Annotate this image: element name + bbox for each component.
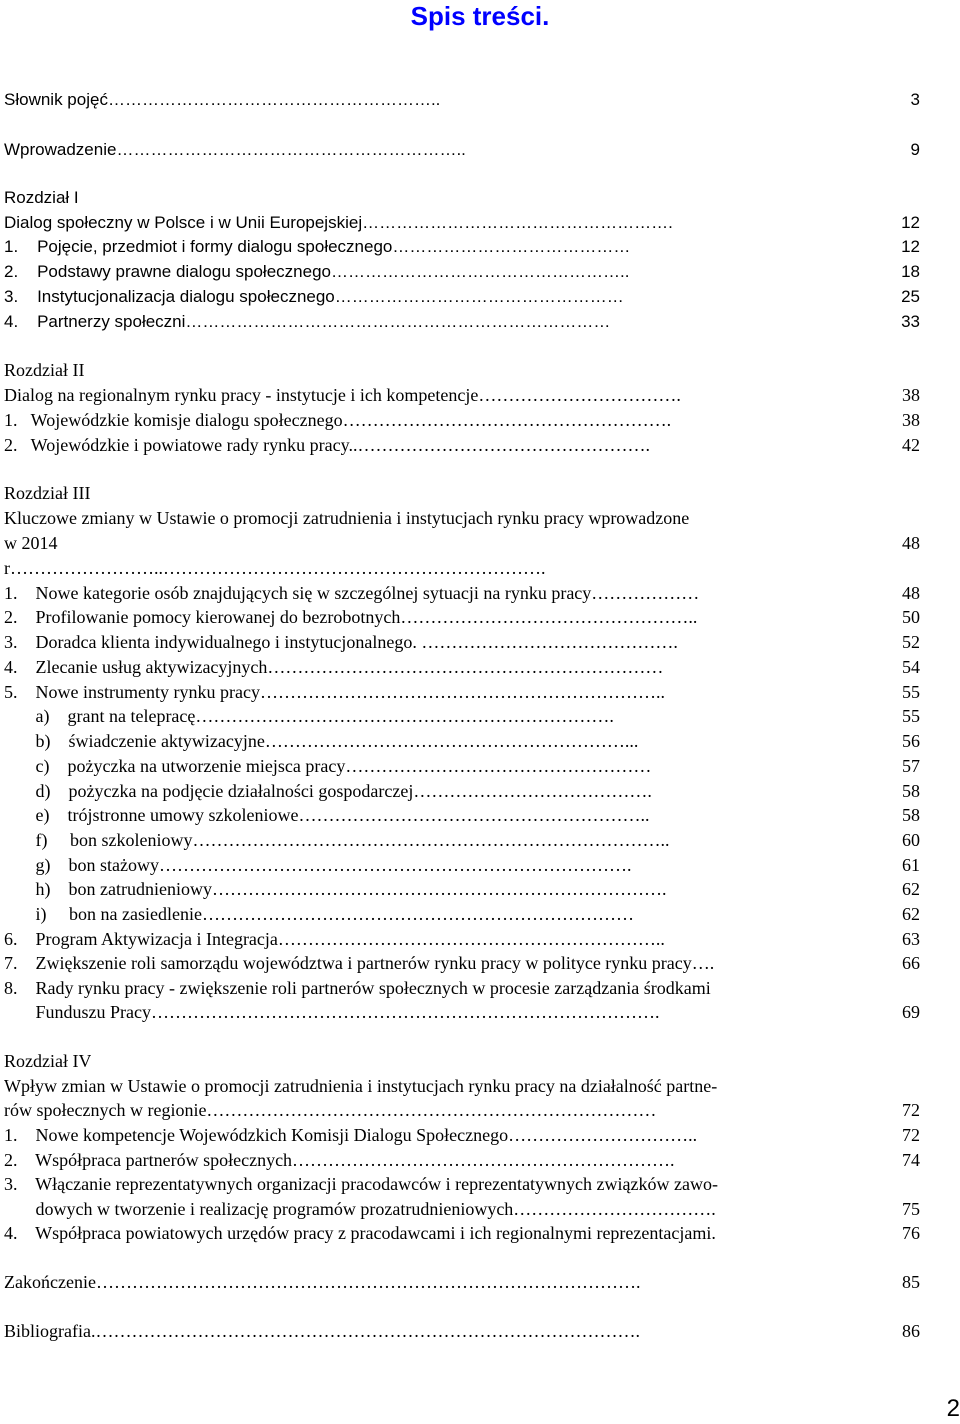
- toc-entry-text: 3. Doradca klienta indywidualnego i instytucjonalnego. …………………………………….: [4, 632, 678, 652]
- toc-entry-text: 6. Program Aktywizacja i Integracja………………………………………………………..: [4, 929, 665, 949]
- page-number: 2: [946, 1395, 960, 1422]
- toc-entry-text: r……………………..……………………………………………………….: [4, 558, 546, 578]
- page-title: Spis treści.: [410, 1, 550, 31]
- toc-entry-page: 85: [902, 1272, 920, 1292]
- toc-entry-text: 3. Instytucjonalizacja dialogu społecznego……………………………………………: [4, 287, 624, 306]
- toc-entry-page: 12: [901, 237, 920, 256]
- toc-entry-page: 18: [901, 262, 920, 281]
- toc-entry-text: Dialog społeczny w Polsce i w Unii Europejskiej……………………………………………….: [4, 213, 673, 232]
- toc-entry-page: 60: [902, 830, 920, 850]
- toc-entry-page: 48: [902, 583, 920, 603]
- toc-entry-text: Rozdział I: [4, 188, 79, 207]
- toc-entry-page: 42: [902, 435, 920, 455]
- toc-entry-text: e) trójstronne umowy szkoleniowe…………………………………………………..: [4, 805, 650, 825]
- toc-entry-text: Funduszu Pracy………………………………………………………………………….: [4, 1002, 660, 1022]
- toc-entry-page: 61: [902, 855, 920, 875]
- toc-entry-page: 54: [902, 657, 920, 677]
- toc-entry-text: rów społecznych w regionie…………………………………………………………………: [4, 1100, 657, 1120]
- toc-entry-text: 2. Wojewódzkie i powiatowe rady rynku pracy..………………………………………….: [4, 435, 650, 455]
- toc-entry-text: 2. Współpraca partnerów społecznych……………………………………………………….: [4, 1150, 675, 1170]
- toc-entry-text: 8. Rady rynku pracy - zwiększenie roli partnerów społecznych w procesie zarządzania środkami: [4, 978, 711, 998]
- toc-entry-text: Rozdział II: [4, 360, 85, 380]
- toc-entry-page: 50: [902, 607, 920, 627]
- toc-entry-text: Bibliografia.……………………………………………………………………………….: [4, 1321, 640, 1341]
- toc-entry-text: Słownik pojęć…………………………………………………..: [4, 90, 441, 109]
- toc-entry-page: 33: [901, 312, 920, 331]
- toc-entry-text: 4. Współpraca powiatowych urzędów pracy z pracodawcami i ich regionalnymi reprezentacjami.: [4, 1223, 716, 1243]
- toc-entry-page: 69: [902, 1002, 920, 1022]
- toc-entry-page: 3: [910, 90, 920, 109]
- toc-entry-text: g) bon stażowy…………………………………………………………………….: [4, 855, 632, 875]
- toc-entry-text: 1. Nowe kompetencje Wojewódzkich Komisji Dialogu Społecznego…………………………..: [4, 1125, 698, 1145]
- toc-entry-text: 4. Partnerzy społeczni…………………………………………………………………: [4, 312, 611, 331]
- toc-entry-page: 12: [901, 213, 920, 232]
- toc-entry-page: 72: [902, 1125, 920, 1145]
- toc-entry-page: 38: [902, 410, 920, 430]
- toc-entry-page: 62: [902, 879, 920, 899]
- toc-entry-text: 3. Włączanie reprezentatywnych organizacji pracodawców i reprezentatywnych związków zawo-: [4, 1174, 718, 1194]
- toc-entry-text: Rozdział III: [4, 483, 91, 503]
- toc-entry-text: 5. Nowe instrumenty rynku pracy…………………………………………………………..: [4, 682, 665, 702]
- toc-entry-text: 7. Zwiększenie roli samorządu województwa i partnerów rynku pracy w polityce rynku pracy….: [4, 953, 715, 973]
- toc-entry-text: i) bon na zasiedlenie………………………………………………………………: [4, 904, 634, 924]
- toc-entry-text: c) pożyczka na utworzenie miejsca pracy……………………………………………: [4, 756, 652, 776]
- toc-entry-page: 55: [902, 682, 920, 702]
- toc-entry-page: 86: [902, 1321, 920, 1341]
- toc-entry-page: 66: [902, 953, 920, 973]
- toc-entry-text: Rozdział IV: [4, 1051, 92, 1071]
- toc-entry-text: a) grant na telepracę…………………………………………………………….: [4, 706, 614, 726]
- toc-entry-text: 1. Nowe kategorie osób znajdujących się w szczególnej sytuacji na rynku pracy………………: [4, 583, 700, 603]
- toc-entry-text: 2. Profilowanie pomocy kierowanej do bezrobotnych…………………………………………..: [4, 607, 698, 627]
- toc-entry-page: 58: [902, 805, 920, 825]
- toc-entry-text: h) bon zatrudnieniowy………………………………………………………………….: [4, 879, 667, 899]
- toc-entry-page: 55: [902, 706, 920, 726]
- toc-entry-text: Wprowadzenie……………………………………………………..: [4, 140, 466, 159]
- toc-entry-text: f) bon szkoleniowy……………………………………………………………………..: [4, 830, 670, 850]
- toc-entry-text: Wpływ zmian w Ustawie o promocji zatrudnienia i instytucjach rynku pracy na działalność partne-: [4, 1076, 718, 1096]
- toc-entry-text: dowych w tworzenie i realizację programów prozatrudnieniowych…………………………….: [4, 1199, 716, 1219]
- toc-entry-page: 72: [902, 1100, 920, 1120]
- toc-entry-page: 25: [901, 287, 920, 306]
- toc-entry-text: w 2014: [4, 533, 58, 553]
- toc-entry-page: 63: [902, 929, 920, 949]
- toc-entry-text: d) pożyczka na podjęcie działalności gospodarczej………………………………….: [4, 781, 652, 801]
- toc-entry-text: Dialog na regionalnym rynku pracy - instytucje i ich kompetencje…………………………….: [4, 385, 681, 405]
- toc-entry-page: 58: [902, 781, 920, 801]
- toc-entry-text: 1. Wojewódzkie komisje dialogu społecznego……………………………………………….: [4, 410, 672, 430]
- toc-entry-text: 4. Zlecanie usług aktywizacyjnych…………………………………………………………: [4, 657, 664, 677]
- toc-entry-text: Kluczowe zmiany w Ustawie o promocji zatrudnienia i instytucjach rynku pracy wprowadzone: [4, 508, 690, 528]
- toc-entry-page: 9: [910, 140, 920, 159]
- toc-entry-text: Zakończenie……………………………………………………………………………….: [4, 1272, 641, 1292]
- toc-entry-page: 76: [902, 1223, 920, 1243]
- toc-entry-page: 48: [902, 533, 920, 553]
- toc-entry-page: 52: [902, 632, 920, 652]
- toc-entry-page: 62: [902, 904, 920, 924]
- toc-entry-text: b) świadczenie aktywizacyjne……………………………………………………...: [4, 731, 639, 751]
- toc-entry-page: 57: [902, 756, 920, 776]
- toc-entry-page: 74: [902, 1150, 920, 1170]
- toc-entry-page: 38: [902, 385, 920, 405]
- toc-entry-text: 2. Podstawy prawne dialogu społecznego……………………………………………..: [4, 262, 630, 281]
- toc-entry-text: 1. Pojęcie, przedmiot i formy dialogu społecznego……………………………………: [4, 237, 631, 256]
- toc-entry-page: 75: [902, 1199, 920, 1219]
- toc-entry-page: 56: [902, 731, 920, 751]
